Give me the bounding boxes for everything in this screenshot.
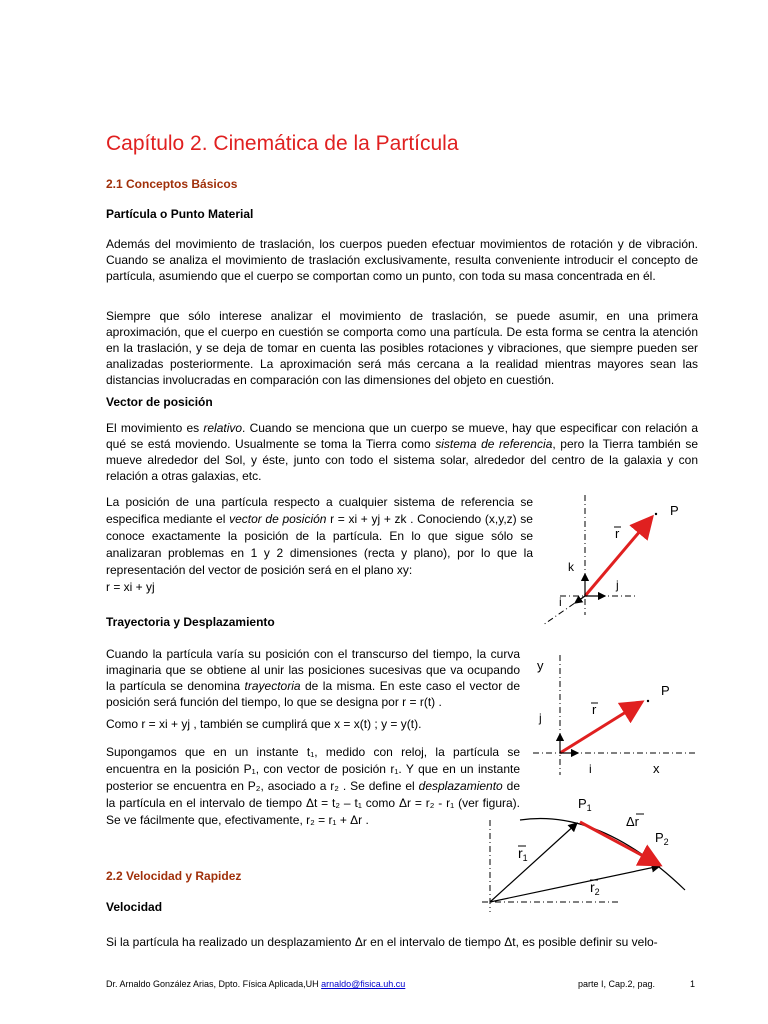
- label-y: y: [537, 658, 544, 673]
- point-p: [647, 700, 649, 702]
- label-j: j: [616, 578, 619, 592]
- footer-part: parte I, Cap.2, pag.: [578, 979, 656, 989]
- subheading-velocidad: Velocidad: [106, 900, 163, 914]
- subheading-trayectoria: Trayectoria y Desplazamiento: [106, 615, 275, 629]
- subheading-vector-posicion: Vector de posición: [106, 395, 213, 409]
- paragraph-7: Si la partícula ha realizado un desplazamiento Δr en el intervalo de tiempo Δt, es posible definir su velo-: [106, 935, 658, 949]
- section-2-1-heading: 2.1 Conceptos Básicos: [106, 177, 238, 191]
- label-p2: $P_2$: [655, 830, 669, 847]
- section-2-2-heading: 2.2 Velocidad y Rapidez: [106, 869, 242, 883]
- label-p1: $P_1$: [578, 796, 592, 813]
- footer-page-number: 1: [690, 979, 696, 989]
- position-vector-2d-formula: r = xi + yj: [106, 580, 155, 594]
- label-r: r: [592, 702, 597, 717]
- point-p: [655, 513, 657, 515]
- label-p: P: [661, 683, 670, 698]
- subheading-particula: Partícula o Punto Material: [106, 207, 254, 221]
- chapter-title: Capítulo 2. Cinemática de la Partícula: [106, 132, 459, 155]
- author-email-link[interactable]: arnaldo@fisica.uh.cu: [321, 979, 406, 989]
- label-k: k: [568, 560, 574, 574]
- displacement-vector-arrow: [580, 822, 660, 865]
- figure-position-vector-2d: [525, 650, 705, 780]
- paragraph-5: Cuando la partícula varía su posición con el transcurso del tiempo, la curva imaginaria que se obtiene al unir las posiciones sucesivas que va ocupando la partícula se denomina trayectoria de la misma. En este caso el vector de posición será función del tiempo, lo que se designa por r = r(t) . Como r = xi + yj , también se cumplirá que x = x(t) ; y = y(t).: [106, 647, 520, 731]
- paragraph-6: Supongamos que en un instante t₁, medido con reloj, la partícula se encuentra en la posición P₁, con vector de posición r₁. Y que en un instante posterior se encuentra en P₂, asociado a r₂ . Se define el desplazamiento de la partícula en el intervalo de tiempo Δt = t₂ – t₁ como Δr = r₂ - r₁ (ver figura). Se ve fácilmente que, efectivamente, r₂ = r₁ + Δr .: [106, 745, 520, 827]
- paragraph-1: Además del movimiento de traslación, los cuerpos pueden efectuar movimientos de rotación y de vibración. Cuando se analiza el movimiento de traslación exclusivamente, resulta conveniente introducir el concepto de partícula, asumiendo que el cuerpo se comportan como un punto, con toda su masa concentrada en él.: [106, 237, 698, 283]
- label-r2: $r_2$: [590, 879, 600, 897]
- paragraph-3: El movimiento es relativo. Cuando se menciona que un cuerpo se mueve, hay que especificar con relación a qué se está moviendo. Usualmente se toma la Tierra como sistema de referencia, pero la Tierra también se mueve alrededor del Sol, y éste, junto con todo el sistema solar, alrededor del centro de la galaxia y con relación a otras galaxias, etc.: [106, 421, 699, 483]
- label-x: x: [653, 761, 660, 776]
- label-i: i: [589, 762, 592, 776]
- paragraph-4: La posición de una partícula respecto a cualquier sistema de referencia se especifica mediante el vector de posición r = xi + yj + zk . Conociendo (x,y,z) se conoce exactamente la posición de la partícula. En lo que sigue sólo se analizaran problemas en 1 y 2 dimensiones (recta y plano), por lo que la representación del vector de posición será en el plano xy: r = xi + yj: [106, 495, 533, 594]
- label-r1: $r_1$: [518, 845, 528, 863]
- footer-author: Dr. Arnaldo González Arias, Dpto. Física Aplicada,UH arnaldo@fisica.uh.cu: [106, 979, 406, 989]
- position-vector-arrow: [560, 702, 642, 753]
- i-unit-vector: [575, 596, 585, 603]
- label-r: r: [615, 526, 620, 541]
- label-i: i: [559, 595, 562, 609]
- paragraph-2: Siempre que sólo interese analizar el movimiento de traslación, se puede asumir, en una primera aproximación, que el cuerpo en cuestión se comporta como una partícula. De esta forma se centra la atención en la traslación, y se deja de tomar en cuenta las posibles rotaciones y vibraciones, que siempre pueden ser analizadas posteriormente. La aproximación será más cercana a la realidad mientras mayores sean las distancias involucradas en comparación con las dimensiones del objeto en cuestión.: [106, 309, 698, 387]
- r2-vector-arrow: [490, 866, 660, 902]
- label-p: P: [670, 503, 679, 518]
- figure-displacement: [480, 790, 695, 915]
- figure-position-vector-3d: [535, 490, 705, 630]
- r1-vector-arrow: [490, 823, 577, 902]
- label-delta-r: Δr: [626, 814, 640, 829]
- label-j: j: [539, 711, 542, 725]
